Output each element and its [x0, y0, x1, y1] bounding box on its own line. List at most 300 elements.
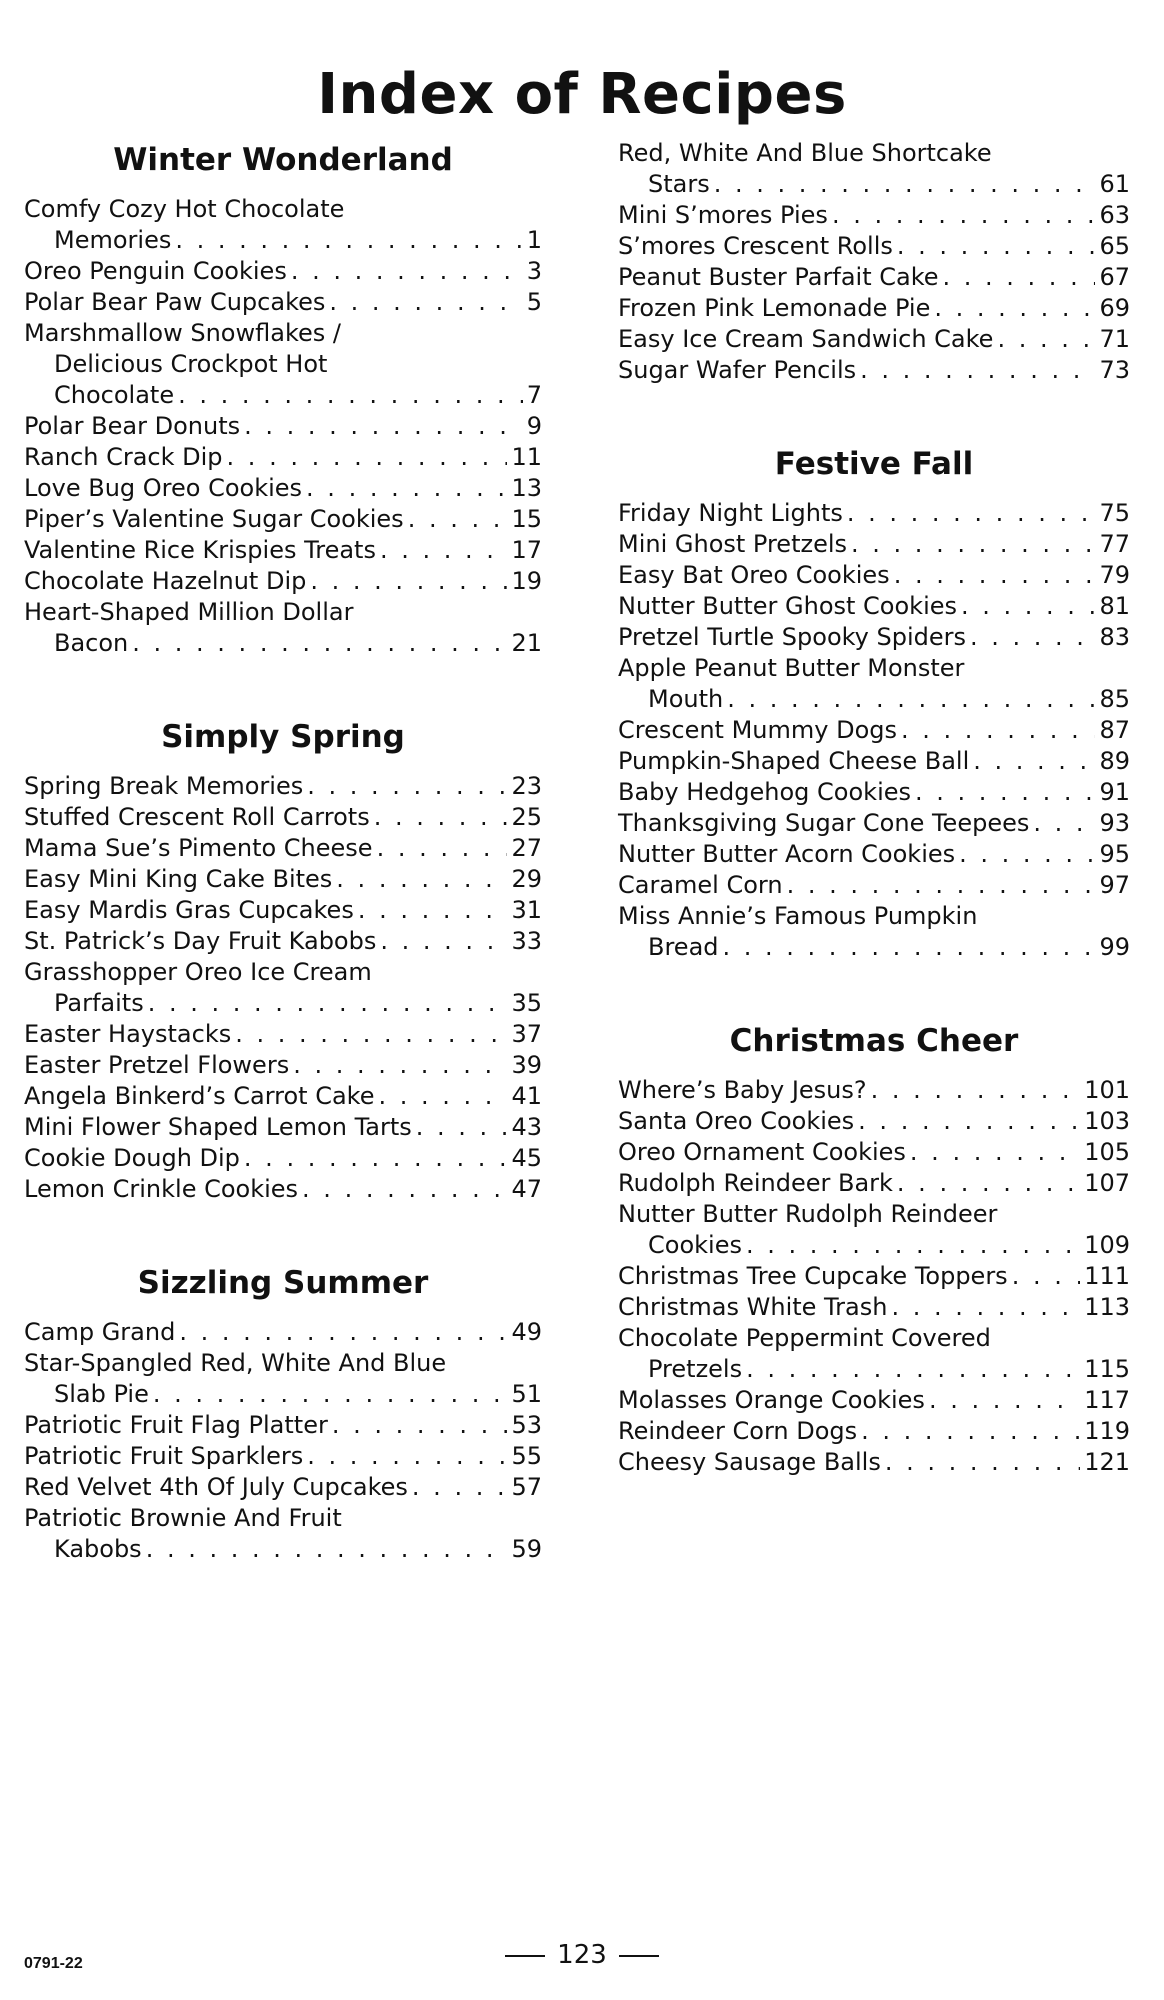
dot-leader [1012, 1261, 1081, 1292]
recipe-name: Easy Mini King Cake Bites [24, 865, 333, 893]
recipe-entry [618, 1106, 1130, 1137]
recipe-entry [24, 1019, 542, 1050]
left-column [24, 138, 542, 1565]
recipe-name: Polar Bear Paw Cupcakes [24, 288, 326, 316]
recipe-name: Oreo Ornament Cookies [618, 1138, 906, 1166]
recipe-line [24, 1348, 542, 1379]
recipe-line [618, 1261, 1130, 1292]
recipe-name: Red, White And Blue Shortcake [618, 139, 992, 167]
recipe-name: Slab Pie [54, 1380, 149, 1408]
recipe-name: Bacon [54, 629, 129, 657]
recipe-page-number: 121 [1084, 1448, 1130, 1476]
dot-leader [378, 1081, 507, 1112]
recipe-name: Christmas White Trash [618, 1293, 888, 1321]
recipe-page-number: 81 [1099, 592, 1130, 620]
recipe-name: St. Patrick’s Day Fruit Kabobs [24, 927, 377, 955]
recipe-name: Angela Binkerd’s Carrot Cake [24, 1082, 375, 1110]
recipe-page-number: 101 [1084, 1076, 1130, 1104]
recipe-line [618, 1447, 1130, 1478]
recipe-page-number: 29 [511, 865, 542, 893]
recipe-entry [24, 1472, 542, 1503]
recipe-list [24, 1317, 542, 1565]
dot-leader [1033, 808, 1095, 839]
dot-leader [175, 225, 522, 256]
recipe-page-number: 39 [511, 1051, 542, 1079]
recipe-page-number: 3 [526, 257, 542, 285]
recipe-page-number: 111 [1084, 1262, 1130, 1290]
recipe-entry [24, 535, 542, 566]
recipe-entry [618, 870, 1130, 901]
recipe-line [618, 262, 1130, 293]
dot-leader [153, 1379, 508, 1410]
recipe-entry [618, 715, 1130, 746]
recipe-entry [24, 1143, 542, 1174]
dot-leader [851, 529, 1095, 560]
recipe-entry [618, 262, 1130, 293]
page-number: 123 [557, 1940, 607, 1970]
recipe-name: Easy Mardis Gras Cupcakes [24, 896, 354, 924]
recipe-name: Memories [54, 226, 172, 254]
catalog-code: 0791-22 [24, 1955, 83, 1972]
recipe-page-number: 113 [1084, 1293, 1130, 1321]
recipe-line [24, 864, 542, 895]
recipe-entry [24, 473, 542, 504]
dot-leader [412, 1472, 508, 1503]
recipe-name: Mini Ghost Pretzels [618, 530, 848, 558]
dot-leader [179, 1317, 507, 1348]
recipe-line [618, 622, 1130, 653]
recipe-line [618, 715, 1130, 746]
recipe-line [24, 1143, 542, 1174]
recipe-page-number: 55 [511, 1442, 542, 1470]
recipe-name: Miss Annie’s Famous Pumpkin [618, 902, 978, 930]
recipe-entry [24, 957, 542, 1019]
recipe-name: Mama Sue’s Pimento Cheese [24, 834, 373, 862]
recipe-entry [24, 411, 542, 442]
recipe-line [24, 566, 542, 597]
recipe-name: Easter Pretzel Flowers [24, 1051, 290, 1079]
recipe-line [24, 442, 542, 473]
recipe-line [24, 380, 542, 411]
dot-leader [746, 1230, 1080, 1261]
recipe-line [24, 833, 542, 864]
recipe-entry [618, 839, 1130, 870]
recipe-line [24, 628, 542, 659]
recipe-line [24, 1534, 542, 1565]
recipe-name: Spring Break Memories [24, 772, 304, 800]
recipe-name: Frozen Pink Lemonade Pie [618, 294, 931, 322]
recipe-line [24, 1503, 542, 1534]
dot-leader [929, 1385, 1080, 1416]
dot-leader [861, 1416, 1080, 1447]
dot-leader [746, 1354, 1080, 1385]
dot-leader [374, 802, 508, 833]
recipe-name: Pumpkin-Shaped Cheese Ball [618, 747, 970, 775]
dot-leader [227, 442, 508, 473]
recipe-name: Polar Bear Donuts [24, 412, 241, 440]
dot-leader [832, 200, 1096, 231]
section-heading: Christmas Cheer [729, 1023, 1019, 1059]
recipe-entry [24, 1112, 542, 1143]
recipe-line [618, 498, 1130, 529]
dot-leader [860, 355, 1095, 386]
dot-leader [901, 715, 1095, 746]
recipe-name: Patriotic Fruit Flag Platter [24, 1411, 328, 1439]
recipe-page-number: 63 [1099, 201, 1130, 229]
dot-leader [973, 746, 1095, 777]
recipe-page-number: 91 [1099, 778, 1130, 806]
dot-leader [910, 1137, 1080, 1168]
recipe-list [618, 138, 1130, 386]
dot-leader [943, 262, 1096, 293]
recipe-name: Nutter Butter Ghost Cookies [618, 592, 957, 620]
dot-leader [847, 498, 1096, 529]
recipe-page-number: 9 [526, 412, 542, 440]
recipe-page-number: 59 [511, 1535, 542, 1563]
recipe-entry [24, 597, 542, 659]
dot-leader [235, 1019, 507, 1050]
recipe-page-number: 79 [1099, 561, 1130, 589]
recipe-line [618, 684, 1130, 715]
recipe-name: Easy Ice Cream Sandwich Cake [618, 325, 994, 353]
dot-leader [302, 1174, 507, 1205]
recipe-line [618, 1075, 1130, 1106]
recipe-name: Valentine Rice Krispies Treats [24, 536, 376, 564]
dot-leader [723, 932, 1096, 963]
recipe-page-number: 117 [1084, 1386, 1130, 1414]
recipe-page-number: 61 [1099, 170, 1130, 198]
recipe-page-number: 35 [511, 989, 542, 1017]
recipe-name: Easter Haystacks [24, 1020, 232, 1048]
recipe-entry [24, 1174, 542, 1205]
right-column [618, 138, 1130, 1478]
recipe-name: Piper’s Valentine Sugar Cookies [24, 505, 404, 533]
dot-leader [146, 1534, 508, 1565]
recipe-line [618, 653, 1130, 684]
recipe-name: Patriotic Brownie And Fruit [24, 1504, 342, 1532]
recipe-line [618, 293, 1130, 324]
recipe-page-number: 85 [1099, 685, 1130, 713]
recipe-entry [24, 256, 542, 287]
recipe-name: Sugar Wafer Pencils [618, 356, 857, 384]
recipe-entry [24, 926, 542, 957]
recipe-line [24, 926, 542, 957]
recipe-line [618, 1354, 1130, 1385]
recipe-page-number: 41 [511, 1082, 542, 1110]
recipe-entry [24, 1348, 542, 1410]
recipe-name: Peanut Buster Parfait Cake [618, 263, 939, 291]
recipe-name: Chocolate [54, 381, 175, 409]
recipe-line [618, 529, 1130, 560]
recipe-name: Cookies [648, 1231, 742, 1259]
recipe-section [618, 1019, 1130, 1478]
page-number-footer [0, 1940, 1164, 1970]
recipe-page-number: 103 [1084, 1107, 1130, 1135]
recipe-name: Delicious Crockpot Hot [54, 350, 328, 378]
recipe-entry [24, 1050, 542, 1081]
recipe-line [618, 1230, 1130, 1261]
section-heading: Festive Fall [774, 446, 974, 482]
recipe-name: Chocolate Peppermint Covered [618, 1324, 991, 1352]
recipe-page-number: 33 [511, 927, 542, 955]
recipe-name: Love Bug Oreo Cookies [24, 474, 303, 502]
recipe-line [618, 200, 1130, 231]
recipe-entry [618, 1137, 1130, 1168]
recipe-name: Pretzels [648, 1355, 743, 1383]
dot-leader [897, 1168, 1080, 1199]
recipe-line [24, 535, 542, 566]
dot-leader [891, 1292, 1080, 1323]
recipe-page-number: 109 [1084, 1231, 1130, 1259]
recipe-list [618, 1075, 1130, 1478]
recipe-line [618, 1199, 1130, 1230]
recipe-list [24, 194, 542, 659]
section-heading: Simply Spring [161, 719, 405, 755]
recipe-entry [618, 901, 1130, 963]
recipe-entry [618, 1323, 1130, 1385]
recipe-line [618, 355, 1130, 386]
recipe-name: Pretzel Turtle Spooky Spiders [618, 623, 967, 651]
recipe-name: Red Velvet 4th Of July Cupcakes [24, 1473, 408, 1501]
dot-leader [332, 1410, 508, 1441]
section-heading: Winter Wonderland [113, 142, 453, 178]
recipe-line [24, 411, 542, 442]
recipe-name: Oreo Penguin Cookies [24, 257, 287, 285]
recipe-entry [618, 1447, 1130, 1478]
recipe-line [24, 1410, 542, 1441]
recipe-entry [618, 200, 1130, 231]
recipe-page-number: 83 [1099, 623, 1130, 651]
dot-leader [307, 771, 507, 802]
recipe-page-number: 99 [1099, 933, 1130, 961]
recipe-line [618, 777, 1130, 808]
recipe-page-number: 77 [1099, 530, 1130, 558]
recipe-line [618, 1168, 1130, 1199]
recipe-entry [24, 833, 542, 864]
recipe-page-number: 43 [511, 1113, 542, 1141]
recipe-line [618, 932, 1130, 963]
recipe-entry [618, 1168, 1130, 1199]
recipe-line [618, 560, 1130, 591]
recipe-page-number: 65 [1099, 232, 1130, 260]
recipe-page-number: 107 [1084, 1169, 1130, 1197]
recipe-line [24, 194, 542, 225]
recipe-name: Cookie Dough Dip [24, 1144, 240, 1172]
dot-leader [329, 287, 522, 318]
recipe-name: Mouth [648, 685, 724, 713]
recipe-entry [618, 653, 1130, 715]
dot-leader [306, 473, 507, 504]
recipe-entry [24, 194, 542, 256]
recipe-entry [618, 498, 1130, 529]
recipe-entry [618, 324, 1130, 355]
recipe-name: Parfaits [54, 989, 144, 1017]
recipe-page-number: 27 [511, 834, 542, 862]
recipe-entry [618, 293, 1130, 324]
recipe-page-number: 119 [1084, 1417, 1130, 1445]
recipe-line [24, 1379, 542, 1410]
recipe-entry [24, 1081, 542, 1112]
recipe-line [618, 169, 1130, 200]
dot-leader [915, 777, 1095, 808]
recipe-entry [618, 622, 1130, 653]
recipe-name: Kabobs [54, 1535, 142, 1563]
recipe-name: Crescent Mummy Dogs [618, 716, 897, 744]
recipe-entry [618, 808, 1130, 839]
recipe-entry [618, 1261, 1130, 1292]
dot-leader [377, 833, 508, 864]
dot-leader [244, 411, 523, 442]
recipe-line [24, 287, 542, 318]
recipe-line [24, 1317, 542, 1348]
recipe-line [24, 988, 542, 1019]
recipe-line [618, 1416, 1130, 1447]
recipe-page-number: 97 [1099, 871, 1130, 899]
recipe-line [24, 349, 542, 380]
recipe-entry [618, 138, 1130, 200]
recipe-line [24, 1472, 542, 1503]
recipe-page-number: 115 [1084, 1355, 1130, 1383]
dot-leader [358, 895, 508, 926]
recipe-line [24, 1019, 542, 1050]
dot-leader [148, 988, 508, 1019]
recipe-line [618, 1137, 1130, 1168]
recipe-page-number: 5 [526, 288, 542, 316]
recipe-page-number: 45 [511, 1144, 542, 1172]
recipe-entry [24, 1441, 542, 1472]
recipe-name: Stars [648, 170, 710, 198]
dot-leader [787, 870, 1096, 901]
recipe-line [618, 1385, 1130, 1416]
recipe-page-number: 73 [1099, 356, 1130, 384]
recipe-entry [618, 231, 1130, 262]
recipe-name: Bread [648, 933, 719, 961]
recipe-name: Friday Night Lights [618, 499, 843, 527]
recipe-page-number: 53 [511, 1411, 542, 1439]
dot-leader [416, 1112, 508, 1143]
recipe-entry [24, 442, 542, 473]
recipe-section [24, 715, 542, 1205]
recipe-line [618, 1323, 1130, 1354]
recipe-line [618, 839, 1130, 870]
dot-leader [178, 380, 523, 411]
recipe-line [24, 895, 542, 926]
recipe-section [618, 442, 1130, 963]
recipe-name: Thanksgiving Sugar Cone Teepees [618, 809, 1030, 837]
recipe-line [24, 1441, 542, 1472]
recipe-page-number: 25 [511, 803, 542, 831]
recipe-name: Grasshopper Oreo Ice Cream [24, 958, 372, 986]
recipe-name: Patriotic Fruit Sparklers [24, 1442, 304, 1470]
recipe-entry [618, 777, 1130, 808]
recipe-name: Ranch Crack Dip [24, 443, 223, 471]
recipe-line [618, 324, 1130, 355]
dot-leader [858, 1106, 1080, 1137]
dot-leader [970, 622, 1095, 653]
dot-leader [934, 293, 1095, 324]
recipe-entry [618, 1199, 1130, 1261]
dot-leader [380, 535, 507, 566]
dot-leader [291, 256, 523, 287]
recipe-page-number: 75 [1099, 499, 1130, 527]
recipe-section [618, 138, 1130, 386]
recipe-line [24, 802, 542, 833]
recipe-page-number: 93 [1099, 809, 1130, 837]
recipe-section [24, 138, 542, 659]
recipe-entry [24, 771, 542, 802]
recipe-entry [618, 746, 1130, 777]
recipe-page-number: 67 [1099, 263, 1130, 291]
recipe-entry [618, 560, 1130, 591]
dot-leader [727, 684, 1095, 715]
recipe-section [24, 1261, 542, 1565]
recipe-name: Cheesy Sausage Balls [618, 1448, 881, 1476]
recipe-page-number: 37 [511, 1020, 542, 1048]
recipe-page-number: 31 [511, 896, 542, 924]
recipe-entry [618, 1292, 1130, 1323]
recipe-entry [24, 504, 542, 535]
recipe-name: Chocolate Hazelnut Dip [24, 567, 307, 595]
recipe-page-number: 15 [511, 505, 542, 533]
recipe-name: Molasses Orange Cookies [618, 1386, 925, 1414]
recipe-page-number: 71 [1099, 325, 1130, 353]
recipe-entry [24, 864, 542, 895]
recipe-line [24, 1050, 542, 1081]
dot-leader [714, 169, 1096, 200]
recipe-line [618, 138, 1130, 169]
recipe-name: Marshmallow Snowflakes / [24, 319, 341, 347]
recipe-line [24, 1112, 542, 1143]
recipe-page-number: 1 [526, 226, 542, 254]
recipe-entry [618, 1075, 1130, 1106]
recipe-page-number: 105 [1084, 1138, 1130, 1166]
page-number-dash-right [619, 1955, 659, 1957]
recipe-entry [24, 895, 542, 926]
recipe-entry [24, 1503, 542, 1565]
recipe-line [24, 318, 542, 349]
recipe-page-number: 89 [1099, 747, 1130, 775]
recipe-entry [618, 591, 1130, 622]
recipe-line [24, 473, 542, 504]
dot-leader [959, 839, 1095, 870]
recipe-entry [618, 1416, 1130, 1447]
dot-leader [997, 324, 1095, 355]
recipe-entry [618, 355, 1130, 386]
dot-leader [408, 504, 508, 535]
dot-leader [380, 926, 507, 957]
page-number-dash-left [505, 1955, 545, 1957]
recipe-page-number: 7 [526, 381, 542, 409]
recipe-name: Christmas Tree Cupcake Toppers [618, 1262, 1008, 1290]
section-heading: Sizzling Summer [137, 1265, 429, 1301]
recipe-name: Mini Flower Shaped Lemon Tarts [24, 1113, 412, 1141]
recipe-name: Santa Oreo Cookies [618, 1107, 855, 1135]
recipe-entry [24, 802, 542, 833]
recipe-name: Easy Bat Oreo Cookies [618, 561, 890, 589]
recipe-list [618, 498, 1130, 963]
recipe-line [24, 1174, 542, 1205]
dot-leader [132, 628, 507, 659]
recipe-page-number: 51 [511, 1380, 542, 1408]
recipe-name: Baby Hedgehog Cookies [618, 778, 912, 806]
recipe-line [618, 901, 1130, 932]
recipe-entry [618, 1385, 1130, 1416]
recipe-entry [24, 318, 542, 411]
recipe-entry [24, 566, 542, 597]
recipe-entry [24, 1410, 542, 1441]
recipe-line [24, 597, 542, 628]
recipe-line [618, 231, 1130, 262]
